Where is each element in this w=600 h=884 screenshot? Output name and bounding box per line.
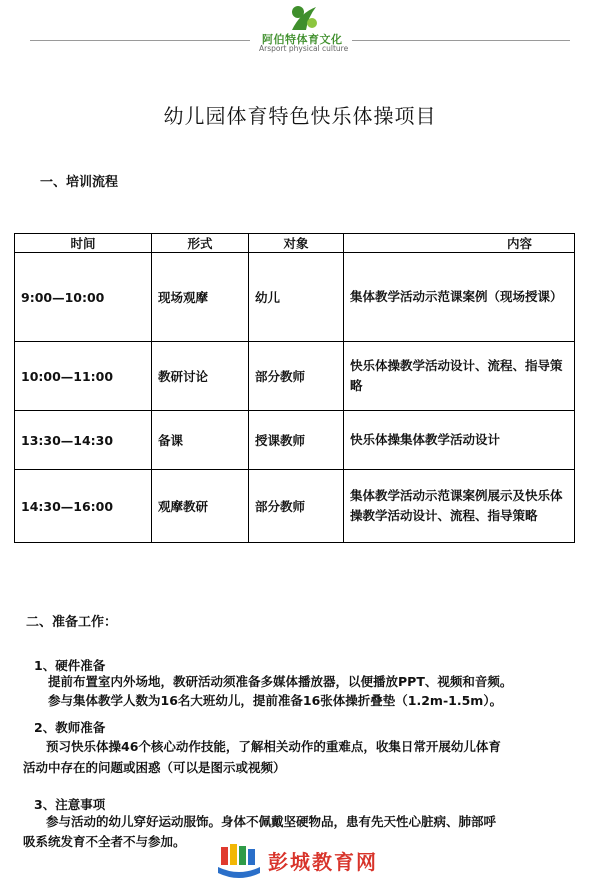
item-notes-title: 3、注意事项 [34, 797, 106, 812]
cell-time: 14:30—16:00 [15, 470, 152, 543]
cell-time: 13:30—14:30 [15, 411, 152, 470]
header-rule-left [30, 40, 250, 41]
logo-chinese-name: 阿伯特体育文化 [262, 33, 343, 46]
cell-form: 教研讨论 [152, 342, 249, 411]
cell-content: 集体教学活动示范课案例（现场授课） [344, 253, 575, 342]
table-header-target: 对象 [249, 234, 344, 253]
table-header-form: 形式 [152, 234, 249, 253]
logo-english-name: Arsport physical culture [259, 44, 349, 53]
schedule-table [14, 233, 575, 543]
cell-form: 观摩教研 [152, 470, 249, 543]
cell-target: 部分教师 [249, 470, 344, 543]
book-logo-icon [216, 843, 262, 881]
cell-form: 现场观摩 [152, 253, 249, 342]
document-title: 幼儿园体育特色快乐体操项目 [163, 104, 437, 128]
arsport-logo-icon [286, 3, 322, 33]
cell-form: 备课 [152, 411, 249, 470]
table-header-content: 内容 [344, 234, 575, 253]
cell-content: 快乐体操教学活动设计、流程、指导策略 [344, 342, 575, 411]
table-header-row [15, 234, 575, 253]
item-teacher-line-2: 活动中存在的问题或困惑（可以是图示或视频） [23, 760, 286, 775]
item-hardware-line-1: 提前布置室内外场地，教研活动须准备多媒体播放器，以便播放PPT、视频和音频。 [48, 674, 513, 689]
cell-content: 快乐体操集体教学活动设计 [344, 411, 575, 470]
section-preparation-heading: 二、准备工作： [26, 615, 118, 630]
table-row [15, 253, 575, 342]
table-header-time: 时间 [15, 234, 152, 253]
cell-target: 部分教师 [249, 342, 344, 411]
item-notes-line-2: 吸系统发育不全者不与参加。 [23, 834, 186, 849]
table-row [15, 470, 575, 543]
cell-target: 幼儿 [249, 253, 344, 342]
item-notes-line-1: 参与活动的幼儿穿好运动服饰。身体不佩戴坚硬物品，患有先天性心脏病、肺部呼 [46, 814, 497, 829]
footer-brand-text: 彭城教育网 [268, 850, 378, 874]
item-teacher-title: 2、教师准备 [34, 720, 106, 735]
cell-time: 9:00—10:00 [15, 253, 152, 342]
section-training-process-heading: 一、培训流程 [40, 175, 119, 190]
table-row [15, 342, 575, 411]
header-rule-right [352, 40, 570, 41]
table-row [15, 411, 575, 470]
cell-target: 授课教师 [249, 411, 344, 470]
cell-content: 集体教学活动示范课案例展示及快乐体操教学活动设计、流程、指导策略 [344, 470, 575, 543]
item-hardware-line-2: 参与集体教学人数为16名大班幼儿，提前准备16张体操折叠垫（1.2m-1.5m）。 [48, 693, 503, 708]
cell-time: 10:00—11:00 [15, 342, 152, 411]
item-hardware-title: 1、硬件准备 [34, 658, 106, 673]
item-teacher-line-1: 预习快乐体操46个核心动作技能，了解相关动作的重难点，收集日常开展幼儿体育 [46, 739, 501, 754]
